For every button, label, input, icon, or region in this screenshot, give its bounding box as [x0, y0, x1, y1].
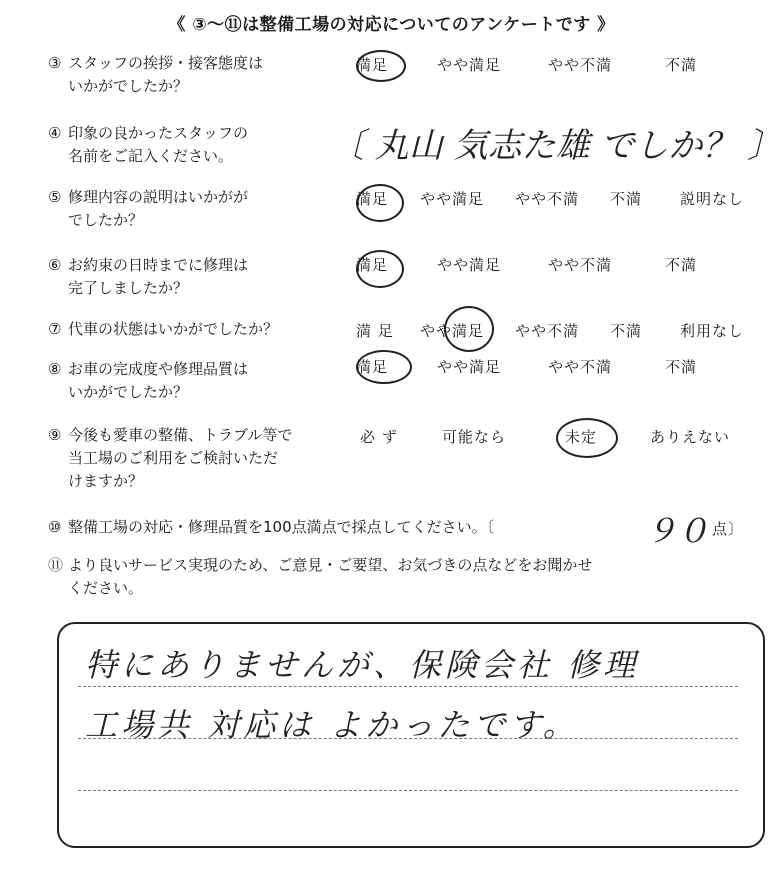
question-4	[48, 122, 248, 168]
answer-circle-mark	[356, 184, 404, 222]
comment-guide-line	[78, 790, 738, 791]
option-dissatisfied[interactable]: 不満	[665, 358, 698, 376]
option-dissatisfied[interactable]: 不満	[665, 56, 698, 74]
option-satisfied[interactable]: 満足	[356, 56, 389, 74]
option-somewhat-dissatisfied[interactable]: やや不満	[548, 256, 613, 274]
question-text-line2: いかがでしたか？	[68, 77, 189, 95]
question-10	[48, 516, 494, 539]
answer-circle-mark	[444, 306, 494, 352]
question-number: ⑩	[48, 518, 62, 536]
option-never[interactable]: ありえない	[650, 428, 731, 446]
option-somewhat-dissatisfied[interactable]: やや不満	[515, 190, 580, 208]
question-number: ⑥	[48, 256, 62, 274]
answer-circle-mark	[356, 50, 406, 82]
answer-circle-mark	[356, 250, 404, 288]
question-3	[48, 52, 263, 98]
question-text-line2: 当工場のご利用をご検討いただ	[68, 449, 279, 467]
question-text: スタッフの挨拶・接客態度は	[68, 54, 264, 72]
question-9	[48, 424, 292, 493]
option-undecided[interactable]: 未定	[565, 428, 598, 446]
question-number: ⑪	[48, 556, 64, 574]
option-somewhat-satisfied[interactable]: やや満足	[437, 256, 502, 274]
question-text: 今後も愛車の整備、トラブル等で	[68, 426, 293, 444]
question-text-line2: 名前をご記入ください。	[68, 147, 234, 165]
handwritten-staff-name[interactable]: 〔 丸山 気志た雄 でしか？ 〕	[330, 126, 782, 166]
question-text-line3: けますか？	[68, 472, 144, 490]
option-somewhat-satisfied[interactable]: やや満足	[437, 56, 502, 74]
question-5	[48, 186, 248, 232]
question-text-line2: ください。	[68, 579, 144, 597]
question-text: より良いサービス実現のため、ご意見・ご要望、お気づきの点などをお聞かせ	[68, 556, 593, 574]
survey-header: 《 ③～⑪は整備工場の対応についてのアンケートです 》	[168, 15, 615, 35]
question-number: ⑨	[48, 426, 62, 444]
score-unit: 点〕	[712, 520, 745, 538]
option-somewhat-satisfied[interactable]: やや満足	[420, 190, 485, 208]
comment-handwritten-line2: 工場共 対応は よかったです。	[85, 706, 579, 744]
option-satisfied[interactable]: 満足	[356, 358, 389, 376]
comment-handwritten-line1: 特にありませんが、保険会社 修理	[85, 646, 640, 684]
option-somewhat-dissatisfied[interactable]: やや不満	[548, 358, 613, 376]
question-text: お約束の日時までに修理は	[68, 256, 249, 274]
score-handwritten[interactable]: ９０	[645, 512, 710, 550]
question-6	[48, 254, 248, 300]
comment-guide-line	[78, 686, 738, 687]
question-text: 代車の状態はいかがでしたか？	[68, 320, 279, 338]
question-text: 整備工場の対応・修理品質を100点満点で採点してください。〔	[68, 518, 495, 536]
option-satisfied[interactable]: 満足	[356, 256, 389, 274]
question-number: ⑧	[48, 360, 62, 378]
question-text: お車の完成度や修理品質は	[68, 360, 249, 378]
option-dissatisfied[interactable]: 不満	[665, 256, 698, 274]
question-text-line2: でしたか？	[68, 211, 144, 229]
option-somewhat-satisfied[interactable]: やや満足	[420, 322, 485, 340]
question-8	[48, 358, 248, 404]
option-dissatisfied[interactable]: 不満	[610, 190, 643, 208]
option-somewhat-dissatisfied[interactable]: やや不満	[515, 322, 580, 340]
question-number: ⑦	[48, 320, 62, 338]
option-definitely[interactable]: 必 ず	[360, 428, 398, 446]
question-text-line2: 完了しましたか？	[68, 279, 189, 297]
question-text: 印象の良かったスタッフの	[68, 124, 249, 142]
option-no-explanation[interactable]: 説明なし	[680, 190, 745, 208]
answer-circle-mark	[556, 418, 618, 458]
question-text-line2: いかがでしたか？	[68, 383, 189, 401]
option-satisfied[interactable]: 満 足	[356, 322, 394, 340]
question-number: ③	[48, 54, 62, 72]
option-somewhat-dissatisfied[interactable]: やや不満	[548, 56, 613, 74]
answer-circle-mark	[356, 350, 412, 384]
option-if-possible[interactable]: 可能なら	[442, 428, 507, 446]
question-7	[48, 318, 278, 341]
question-number: ④	[48, 124, 62, 142]
option-satisfied[interactable]: 満足	[356, 190, 389, 208]
option-dissatisfied[interactable]: 不満	[610, 322, 643, 340]
question-text: 修理内容の説明はいかがが	[68, 188, 249, 206]
option-no-use[interactable]: 利用なし	[680, 322, 745, 340]
question-11	[48, 554, 592, 600]
question-number: ⑤	[48, 188, 62, 206]
option-somewhat-satisfied[interactable]: やや満足	[437, 358, 502, 376]
